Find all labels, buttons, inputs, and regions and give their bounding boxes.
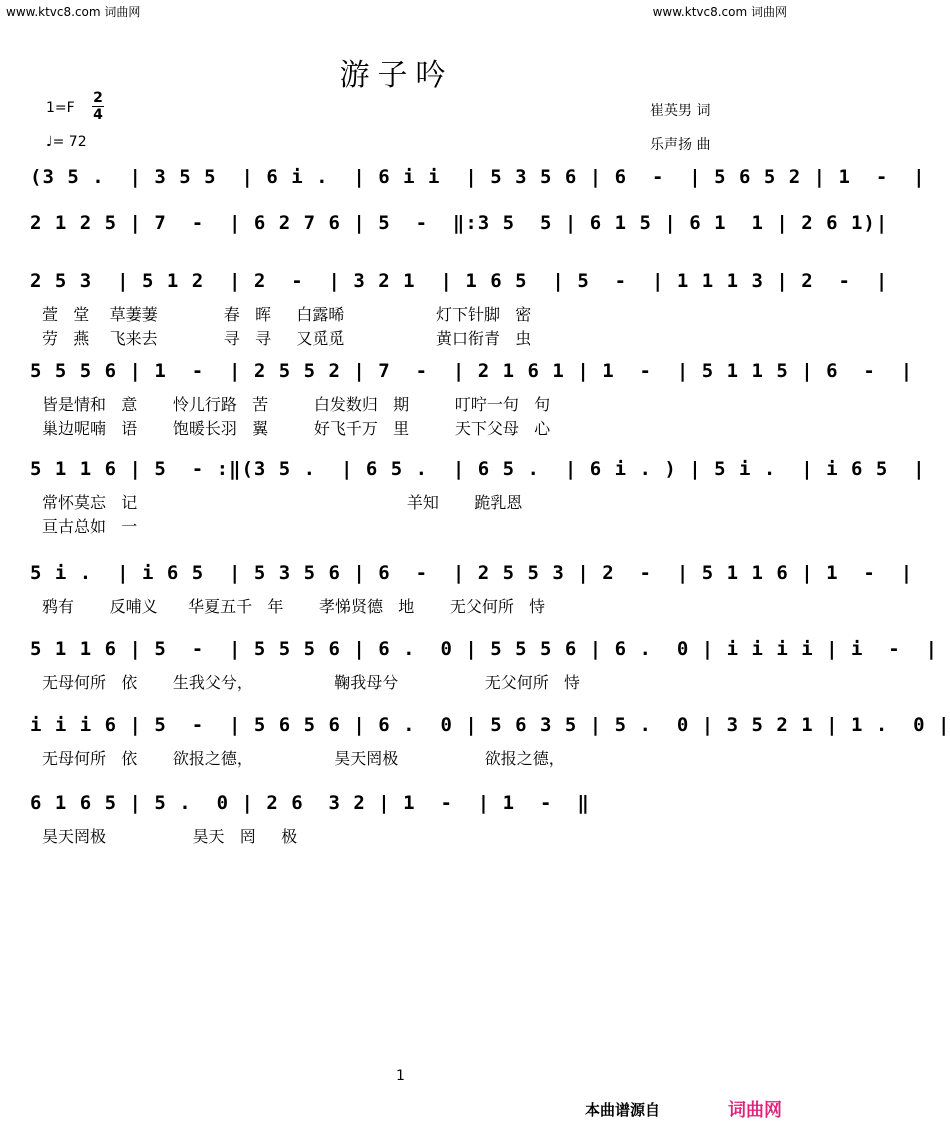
song-title: 游子吟 xyxy=(339,58,454,93)
music-line: 2 1 2 5 | 7 - | 6 2 7 6 | 5 - ‖:3 5 5 | 6 1 5 | 6 1 1 | 2 6 1)| xyxy=(30,212,889,234)
page-number: 1 xyxy=(396,1068,405,1084)
time-divider: 4 xyxy=(93,107,103,123)
time-signature xyxy=(92,90,104,123)
footer-logo: 词曲网 xyxy=(728,1100,782,1121)
lyric-line: 无母何所 依 欲报之德， 昊天罔极 欲报之德， xyxy=(42,749,565,768)
lyricist-credit: 崔英男 词 xyxy=(650,103,711,119)
tempo-marking: ♩= 72 xyxy=(46,134,87,150)
music-line: (3 5 . | 3 5 5 | 6 i . | 6 i i | 5 3 5 6 | 6 - | 5 6 5 2 | 1 - | xyxy=(30,166,926,188)
music-line: 5 1 1 6 | 5 - :‖(3 5 . | 6 5 . | 6 5 . | 6 i . ) | 5 i . | i 6 5 | xyxy=(30,458,926,480)
time-numerator: 2 xyxy=(93,90,103,106)
site-header-left: www.ktvc8.com 词曲网 xyxy=(6,5,141,19)
music-line: 5 i . | i 6 5 | 5 3 5 6 | 6 - | 2 5 5 3 | 2 - | 5 1 1 6 | 1 - | xyxy=(30,562,914,584)
key-signature: 1=F xyxy=(46,100,75,116)
music-line: i i i 6 | 5 - | 5 6 5 6 | 6 . 0 | 5 6 3 5 | 5 . 0 | 3 5 2 1 | 1 . 0 | xyxy=(30,714,950,736)
lyric-line: 鸦有 反哺义 华夏五千 年 孝悌贤德 地 无父何所 恃 xyxy=(42,597,546,616)
music-line: 2 5 3 | 5 1 2 | 2 - | 3 2 1 | 1 6 5 | 5 - | 1 1 1 3 | 2 - | xyxy=(30,270,889,292)
music-line: 5 5 5 6 | 1 - | 2 5 5 2 | 7 - | 2 1 6 1 | 1 - | 5 1 1 5 | 6 - | xyxy=(30,360,914,382)
footer-source: 本曲谱源自 xyxy=(585,1101,661,1119)
lyric-line: 常怀莫忘 记 羊知 跪乳恩 xyxy=(42,493,523,512)
lyric-line: 皆是情和 意 怜儿行路 苦 白发数归 期 叮咛一句 句 xyxy=(42,395,551,414)
lyric-line: 昊天罔极 昊天 罔 极 xyxy=(42,827,298,846)
composer-credit: 乐声扬 曲 xyxy=(650,137,711,153)
lyric-line: 萱 堂 草萋萋 春 晖 白露晞 灯下针脚 密 xyxy=(42,305,532,324)
lyric-line: 劳 燕 飞来去 寻 寻 又觅觅 黄口衔青 虫 xyxy=(42,329,532,348)
lyric-line: 无母何所 依 生我父兮， 鞠我母兮 无父何所 恃 xyxy=(42,673,580,692)
lyric-line: 亘古总如 一 xyxy=(42,517,138,536)
music-line: 5 1 1 6 | 5 - | 5 5 5 6 | 6 . 0 | 5 5 5 6 | 6 . 0 | i i i i | i - | xyxy=(30,638,939,660)
lyric-line: 巢边呢喃 语 饱暖长羽 翼 好飞千万 里 天下父母 心 xyxy=(42,419,551,438)
site-header-right: www.ktvc8.com 词曲网 xyxy=(652,5,787,19)
music-line: 6 1 6 5 | 5 . 0 | 2 6 3 2 | 1 - | 1 - ‖ xyxy=(30,792,590,814)
